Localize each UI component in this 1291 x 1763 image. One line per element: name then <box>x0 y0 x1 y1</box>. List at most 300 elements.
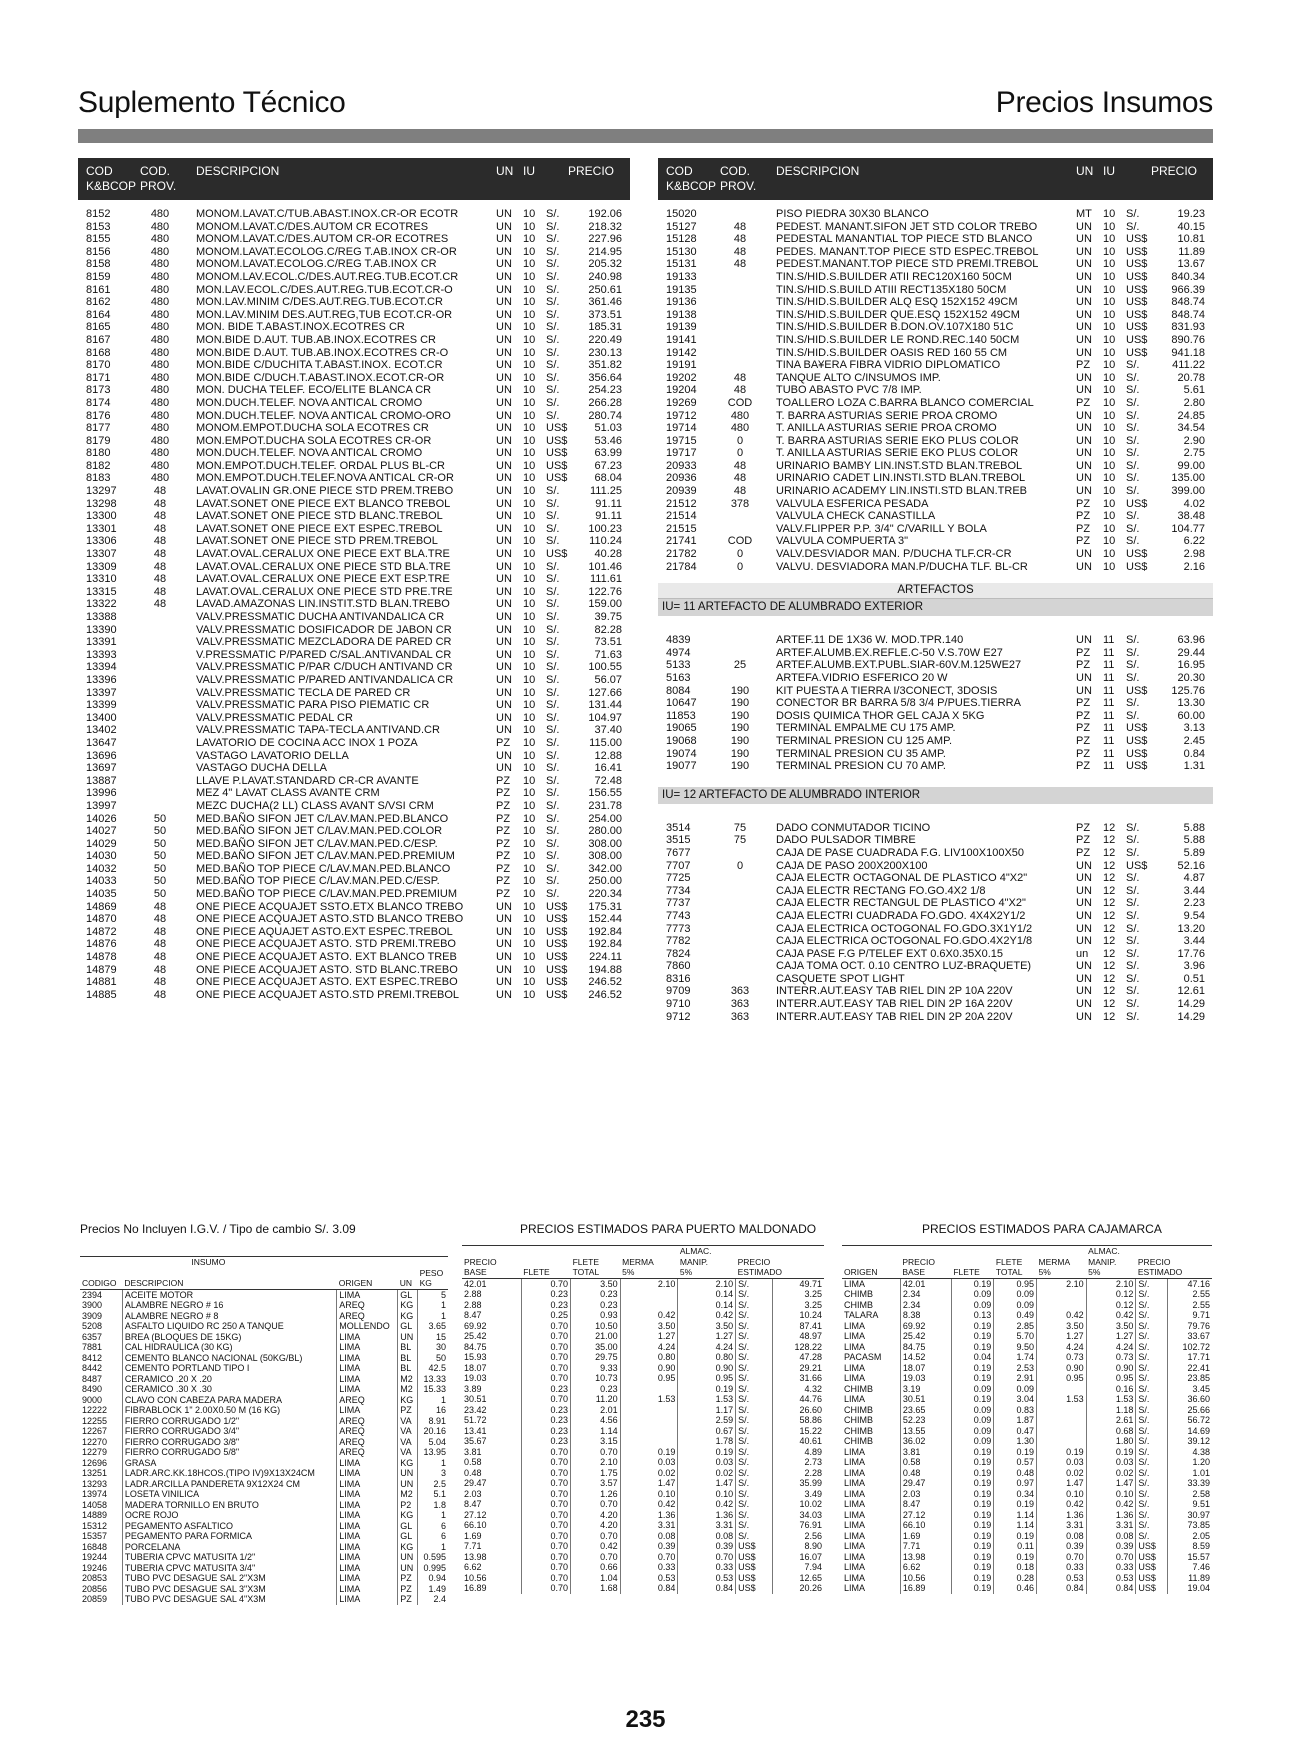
cell-prov: 48 <box>733 258 747 271</box>
cell-moneda: S/. <box>546 837 560 850</box>
cell-precio: 111.61 <box>589 573 622 586</box>
cell-precio: 175.31 <box>588 900 622 913</box>
caj-cell: LIMA <box>844 1509 866 1520</box>
cell-moneda: S/. <box>1126 834 1140 847</box>
cell-cod: 19065 <box>666 722 697 735</box>
insumo-row <box>80 1584 448 1595</box>
cell-prov: 50 <box>153 850 167 863</box>
cell-precio: 194.88 <box>588 963 622 976</box>
price-row <box>78 548 630 561</box>
caj-cell: 7.71 <box>900 1541 951 1552</box>
pm-row <box>462 1300 824 1311</box>
cell-cod: 8159 <box>86 270 111 283</box>
cell-prov: 480 <box>150 258 170 271</box>
insumo-row <box>80 1321 448 1332</box>
caj-cell: LIMA <box>844 1520 866 1530</box>
cell-iu: 10 <box>523 799 536 812</box>
caj-cell: 4.24 <box>1086 1342 1136 1353</box>
pm-cell: S/. <box>736 1510 772 1521</box>
cell-origen: LIMA <box>337 1353 398 1364</box>
cell-origen: LIMA <box>337 1384 398 1395</box>
cell-cod: 10647 <box>666 697 697 710</box>
caj-cell: 0.09 <box>951 1300 993 1311</box>
cell-iu: 10 <box>523 560 536 573</box>
pm-cell: 1.47 <box>620 1478 678 1489</box>
cell-origen: LIMA <box>337 1489 398 1500</box>
caj-cell: 1.30 <box>994 1436 1037 1447</box>
cell-prov: 50 <box>153 837 167 850</box>
head-6: PRECIO ESTIMADO <box>1136 1246 1212 1278</box>
cell-moneda: US$ <box>1126 308 1148 321</box>
cell-desc: MONOM.LAVAT.C/DES.AUTOM CR-OR ECOTRES <box>196 233 449 246</box>
price-row <box>78 724 630 737</box>
cell-precio: 250.00 <box>588 875 622 888</box>
cell-cod: 7725 <box>666 872 691 885</box>
col-iu: IU <box>523 164 535 178</box>
pm-cell: 58.86 <box>772 1415 824 1426</box>
pm-cell: 1.14 <box>571 1426 621 1437</box>
caj-row <box>842 1405 1212 1416</box>
pm-cell: 0.42 <box>678 1499 736 1510</box>
cell-un: PZ <box>1076 396 1091 409</box>
pm-cell: 0.95 <box>620 1373 678 1384</box>
cell-peso: 1.8 <box>418 1500 448 1511</box>
insumo-table-body <box>80 1289 448 1605</box>
cell-iu: 10 <box>523 636 536 649</box>
cell-moneda: US$ <box>546 434 568 447</box>
cell-descripcion: TUBERIA CPVC MATUSITA 3/4" <box>122 1563 336 1574</box>
cell-prov: 480 <box>150 447 170 460</box>
cell-un: UN <box>1076 308 1092 321</box>
insumo-row <box>80 1384 448 1395</box>
pm-cell: 27.12 <box>464 1509 487 1520</box>
price-row <box>78 699 630 712</box>
cell-moneda: S/. <box>1126 897 1140 910</box>
cell-desc: V.PRESSMATIC P/PARED C/SAL.ANTIVANDAL CR <box>196 648 452 661</box>
cell-desc: TIN.S/HID.S.BUILDER ALQ ESQ 152X152 49CM <box>776 296 1018 309</box>
cell-precio: 254.23 <box>588 384 622 397</box>
cell-desc: MON.DUCH.TELEF. NOVA ANTICAL CROMO <box>196 396 423 409</box>
insumo-row <box>80 1521 448 1532</box>
cell-precio: 13.30 <box>1177 697 1205 710</box>
cell-origen: LIMA <box>337 1552 398 1563</box>
cell-un: UN <box>496 208 512 220</box>
pm-cell: S/. <box>736 1363 772 1374</box>
cell-precio: 100.23 <box>588 522 622 535</box>
cell-codigo: 12270 <box>82 1436 108 1447</box>
price-row <box>658 321 1213 334</box>
price-row <box>658 935 1213 948</box>
cell-prov: 48 <box>733 371 747 384</box>
cell-origen: AREQ <box>337 1437 398 1448</box>
caj-cell: 69.92 <box>900 1321 951 1332</box>
cell-precio: 73.51 <box>594 636 622 649</box>
cell-desc: DADO PULSADOR TIMBRE <box>776 834 916 847</box>
cell-un: UN <box>1076 672 1092 684</box>
caj-row <box>842 1415 1212 1426</box>
section-subheader <box>658 787 1213 804</box>
cell-moneda: S/. <box>1126 634 1140 647</box>
cell-precio: 356.64 <box>588 371 622 384</box>
cell-precio: 230.13 <box>588 346 622 359</box>
cell-un: UN <box>496 497 512 510</box>
pm-cell: S/. <box>736 1310 772 1321</box>
cell-cod: 3515 <box>666 834 691 847</box>
cell-moneda: US$ <box>546 548 568 561</box>
caj-cell: 1.20 <box>1167 1457 1212 1468</box>
caj-cell: 1.14 <box>994 1520 1037 1531</box>
caj-cell: 2.91 <box>994 1373 1037 1384</box>
cell-iu: 11 <box>1103 734 1115 747</box>
price-row <box>658 372 1213 385</box>
caj-cell: 0.12 <box>1086 1289 1136 1300</box>
cell-descripcion: BREA (BLOQUES DE 15KG) <box>122 1332 336 1343</box>
pm-cell: 35.67 <box>464 1436 487 1446</box>
price-row <box>658 246 1213 259</box>
pm-cell: 0.70 <box>521 1531 570 1542</box>
pm-cell: 0.42 <box>620 1310 678 1321</box>
cell-desc: CASQUETE SPOT LIGHT <box>776 972 905 985</box>
pm-cell: 6.62 <box>464 1562 482 1572</box>
cell-codigo: 12267 <box>82 1426 108 1436</box>
cell-cod: 8171 <box>86 371 111 384</box>
cell-desc: CAJA ELECTR RECTANG FO.GO.4X2 1/8 <box>776 884 986 897</box>
caj-row <box>842 1468 1212 1479</box>
cell-precio: 280.74 <box>588 409 622 422</box>
cell-precio: 5.89 <box>1183 846 1205 859</box>
pm-row <box>462 1447 824 1458</box>
caj-cell: 0.02 <box>1036 1468 1086 1479</box>
price-row <box>78 825 630 838</box>
cell-cod: 7782 <box>666 935 691 948</box>
insumo-row <box>80 1458 448 1469</box>
pm-cell: 4.20 <box>571 1510 621 1521</box>
pm-cell: 0.70 <box>521 1499 570 1510</box>
head-5: ALMAC. MANIP. 5% <box>1086 1246 1136 1278</box>
caj-cell: 0.90 <box>1036 1363 1086 1374</box>
cell-precio: 224.11 <box>589 951 622 964</box>
caj-cell: 102.72 <box>1167 1342 1212 1353</box>
cell-moneda: S/. <box>1126 646 1140 659</box>
caj-cell: 0.19 <box>951 1478 993 1489</box>
cell-iu: 10 <box>523 736 536 749</box>
cell-un: KG <box>398 1458 418 1469</box>
cell-iu: 10 <box>523 661 536 674</box>
cell-iu: 10 <box>1103 270 1116 283</box>
caj-cell: 0.09 <box>951 1384 993 1395</box>
cell-iu: 10 <box>523 951 536 964</box>
price-row <box>78 221 630 234</box>
cell-precio: 5.88 <box>1183 834 1205 847</box>
cell-desc: ONE PIECE ACQUAJET ASTO. STD PREMI.TREBO <box>196 938 456 951</box>
cell-desc: LAVAT.SONET ONE PIECE EXT BLANCO TREBOL <box>196 497 451 510</box>
cell-cod: 19191 <box>666 359 697 372</box>
cell-prov: 50 <box>153 875 167 888</box>
pm-row <box>462 1321 824 1332</box>
pm-row <box>462 1331 824 1342</box>
cell-precio: 2.98 <box>1183 548 1205 561</box>
cell-moneda: S/. <box>1126 522 1140 535</box>
cell-cod: 8170 <box>86 359 111 372</box>
caj-cell: S/. <box>1136 1489 1167 1500</box>
cell-prov: 48 <box>733 459 747 472</box>
cell-desc: MON.EMPOT.DUCH.TELEF.NOVA ANTICAL CR-OR <box>196 472 454 485</box>
cell-moneda: S/. <box>546 749 560 762</box>
puerto-maldonado-title: PRECIOS ESTIMADOS PARA PUERTO MALDONADO <box>520 1222 817 1236</box>
cell-cod: 19712 <box>666 409 697 422</box>
cell-desc: CAJA PASE F.G P/TELEF EXT 0.6X0.35X0.15 <box>776 947 1004 960</box>
cell-desc: INTERR.AUT.EASY TAB RIEL DIN 2P 16A 220V <box>776 998 1013 1011</box>
cell-cod: 13306 <box>86 535 117 548</box>
cell-iu: 10 <box>1103 346 1116 359</box>
cell-prov: 480 <box>150 296 170 309</box>
right-rows-a <box>658 208 1213 573</box>
caj-cell: LIMA <box>844 1541 866 1551</box>
cell-codigo: 20856 <box>82 1583 108 1594</box>
price-row <box>658 472 1213 485</box>
pm-cell: 0.10 <box>620 1489 678 1500</box>
caj-cell: 0.84 <box>1036 1583 1086 1594</box>
cell-iu: 12 <box>1103 909 1116 922</box>
head-3: FLETE TOTAL <box>994 1246 1037 1278</box>
cell-un: UN <box>1076 485 1092 498</box>
cell-iu: 10 <box>1103 321 1116 334</box>
pm-cell: 0.23 <box>571 1300 621 1311</box>
price-row <box>658 208 1213 221</box>
cell-cod: 13310 <box>86 573 117 586</box>
caj-cell: CHIMB <box>844 1299 873 1310</box>
cell-moneda: S/. <box>546 888 560 901</box>
pm-cell: 42.01 <box>464 1278 487 1289</box>
pm-cell: 2.56 <box>772 1531 824 1542</box>
cell-precio: 3.44 <box>1183 884 1205 897</box>
cell-desc: TIN.S/HID.S.BUILD ATIII RECT135X180 50CM <box>776 283 1007 296</box>
price-row <box>658 973 1213 986</box>
cell-iu: 10 <box>523 510 536 523</box>
cell-desc: DADO CONMUTADOR TICINO <box>776 821 931 834</box>
pm-cell <box>620 1436 678 1447</box>
cell-prov: 75 <box>733 821 747 834</box>
caj-cell: 1.80 <box>1086 1436 1136 1447</box>
insumo-table <box>80 1257 448 1605</box>
pm-cell: 0.23 <box>521 1436 570 1447</box>
price-row <box>658 334 1213 347</box>
cell-peso: 3.65 <box>418 1321 448 1332</box>
caj-cell: 0.19 <box>1086 1447 1136 1458</box>
cell-peso: 3 <box>418 1468 448 1479</box>
price-row <box>78 208 630 221</box>
cell-un: PZ <box>496 799 511 812</box>
cell-precio: 13.67 <box>1177 258 1205 271</box>
cell-precio: 254.00 <box>588 812 622 825</box>
cell-moneda: S/. <box>546 283 560 296</box>
pm-cell: US$ <box>736 1573 772 1584</box>
cell-desc: MON. BIDE T.ABAST.INOX.ECOTRES CR <box>196 321 405 334</box>
price-row <box>658 1011 1213 1024</box>
cell-moneda: US$ <box>546 951 568 964</box>
cell-un: UN <box>1076 884 1092 897</box>
pm-row <box>462 1573 824 1584</box>
cell-precio: 91.11 <box>595 497 622 510</box>
cell-moneda: US$ <box>546 938 568 951</box>
cell-un: UN <box>496 623 512 636</box>
cell-un: VA <box>398 1447 418 1458</box>
pm-cell: S/. <box>736 1394 772 1405</box>
cell-descripcion: LADR.ARC.KK.18HCOS.(TIPO IV)9X13X24CM <box>122 1468 336 1479</box>
cell-precio: 20.78 <box>1177 371 1205 384</box>
cell-desc: VALV.PRESSMATIC P/PAR C/DUCH ANTIVAND CR <box>196 661 453 674</box>
cell-iu: 12 <box>1103 960 1116 973</box>
cell-un: UN <box>496 648 512 661</box>
cell-un: UN <box>398 1552 418 1563</box>
pm-cell: 9.33 <box>571 1363 621 1374</box>
cell-un: GL <box>398 1521 418 1532</box>
cell-un: PZ <box>1076 697 1091 710</box>
cell-cod: 14027 <box>86 825 117 838</box>
cell-iu: 10 <box>523 497 536 510</box>
cell-desc: MON.EMPOT.DUCH.TELEF. ORDAL PLUS BL-CR <box>196 459 445 472</box>
caj-row <box>842 1489 1212 1500</box>
cell-un: PZ <box>1076 535 1091 548</box>
caj-cell: S/. <box>1136 1468 1167 1479</box>
cell-precio: 840.34 <box>1171 270 1205 283</box>
pm-row <box>462 1436 824 1447</box>
cell-desc: ONE PIECE ACQUAJET ASTO. STD BLANC.TREBO <box>196 963 458 976</box>
cell-prov: 480 <box>150 409 170 422</box>
caj-cell <box>1036 1384 1086 1395</box>
col-desc: DESCRIPCION <box>196 164 280 178</box>
caj-cell: 0.19 <box>951 1363 993 1374</box>
cell-moneda: S/. <box>1126 447 1140 460</box>
cell-un: MT <box>1076 208 1092 220</box>
pm-row <box>462 1278 824 1289</box>
cell-moneda: US$ <box>546 900 568 913</box>
pm-row <box>462 1562 824 1573</box>
cell-peso: 0.995 <box>418 1563 448 1574</box>
price-row <box>658 948 1213 961</box>
caj-cell: 1.69 <box>900 1531 951 1542</box>
caj-cell: CHIMB <box>844 1404 873 1415</box>
cell-un: UN <box>496 548 512 561</box>
caj-cell: 11.89 <box>1167 1573 1212 1584</box>
cell-codigo: 20853 <box>82 1573 108 1583</box>
pm-cell: 0.67 <box>678 1426 736 1437</box>
pm-cell: 0.70 <box>521 1552 570 1563</box>
caj-cell: 0.04 <box>951 1352 993 1363</box>
cell-peso: 1 <box>418 1542 448 1553</box>
cell-iu: 10 <box>1103 434 1116 447</box>
pm-cell: S/. <box>736 1520 772 1531</box>
caj-cell: LIMA <box>844 1446 866 1457</box>
cell-un: UN <box>398 1332 418 1343</box>
caj-cell: 19.04 <box>1167 1583 1212 1594</box>
caj-cell: LIMA <box>844 1331 866 1341</box>
caj-cell: S/. <box>1136 1373 1167 1384</box>
caj-cell: 0.48 <box>900 1468 951 1479</box>
cell-cod: 19715 <box>666 434 697 447</box>
cell-origen: LIMA <box>337 1405 398 1416</box>
cell-prov: 480 <box>150 422 170 435</box>
cell-prov: 0 <box>736 434 744 447</box>
caj-cell: 0.73 <box>1036 1352 1086 1363</box>
cell-desc: TUBO ABASTO PVC 7/8 IMP. <box>776 384 922 397</box>
cell-iu: 10 <box>1103 422 1116 435</box>
cell-prov: 48 <box>153 598 167 611</box>
cell-prov: 48 <box>153 548 167 561</box>
pm-cell: 0.10 <box>678 1489 736 1500</box>
cell-cod: 8174 <box>86 396 111 409</box>
cell-un: PZ <box>1076 359 1091 372</box>
cell-cod: 19204 <box>666 384 697 397</box>
cell-desc: MEZC DUCHA(2 LL) CLASS AVANT S/VSI CRM <box>196 799 434 812</box>
cell-un: M2 <box>398 1384 418 1395</box>
price-row <box>78 258 630 271</box>
caj-cell: S/. <box>1136 1510 1167 1521</box>
price-row <box>658 548 1213 561</box>
caj-table-body <box>842 1278 1212 1594</box>
cell-un: UN <box>496 308 512 321</box>
price-row <box>658 685 1213 698</box>
pm-cell: S/. <box>736 1342 772 1353</box>
cell-precio: 37.40 <box>594 724 622 737</box>
pm-cell: 4.32 <box>772 1384 824 1395</box>
cell-desc: VALV.PRESSMATIC TECLA DE PARED CR <box>196 686 411 699</box>
cell-desc: INTERR.AUT.EASY TAB RIEL DIN 2P 20A 220V <box>776 1010 1013 1023</box>
caj-cell: 13.98 <box>900 1552 951 1563</box>
cell-moneda: S/. <box>1126 485 1140 498</box>
insumo-row <box>80 1531 448 1542</box>
cell-origen: LIMA <box>337 1374 398 1385</box>
caj-cell: 0.10 <box>1086 1489 1136 1500</box>
cell-peso: 2.5 <box>418 1479 448 1490</box>
cell-un: PZ <box>496 736 511 749</box>
cell-moneda: S/. <box>546 611 560 623</box>
cell-descripcion: CEMENTO BLANCO NACIONAL (50KG/BL) <box>122 1353 336 1364</box>
cell-precio: 966.39 <box>1171 283 1205 296</box>
caj-row <box>842 1331 1212 1342</box>
cell-un: UN <box>496 560 512 573</box>
pm-cell: 2.88 <box>464 1289 482 1299</box>
insumo-row <box>80 1405 448 1416</box>
pm-cell: 0.23 <box>521 1289 570 1300</box>
cell-iu: 12 <box>1103 897 1116 910</box>
pm-cell: 0.53 <box>678 1573 736 1584</box>
pm-cell: 1.36 <box>620 1510 678 1521</box>
cell-iu: 10 <box>1103 296 1116 309</box>
head-4: ALMAC. MANIP. 5% <box>678 1246 736 1278</box>
caj-cell <box>1036 1289 1086 1300</box>
cell-origen: AREQ <box>337 1395 398 1406</box>
price-row <box>78 800 630 813</box>
caj-cell: 22.41 <box>1167 1363 1212 1374</box>
cell-un: UN <box>1076 245 1092 258</box>
caj-cell: 0.57 <box>994 1457 1037 1468</box>
cell-precio: 52.16 <box>1177 859 1205 872</box>
price-row <box>658 822 1213 835</box>
cell-moneda: S/. <box>546 371 560 384</box>
left-column-header <box>78 158 630 200</box>
cell-desc: ONE PIECE AQUAJET ASTO.EXT ESPEC.TREBOL <box>196 925 453 938</box>
cell-iu: 10 <box>523 837 536 850</box>
cell-iu: 10 <box>523 888 536 901</box>
cell-iu: 12 <box>1103 846 1116 859</box>
pm-cell: 0.03 <box>678 1457 736 1468</box>
cell-codigo: 12222 <box>82 1405 108 1415</box>
head-2: FLETE TOTAL <box>571 1246 621 1278</box>
caj-row <box>842 1541 1212 1552</box>
cell-moneda: S/. <box>546 762 560 775</box>
cell-moneda: US$ <box>546 459 568 472</box>
